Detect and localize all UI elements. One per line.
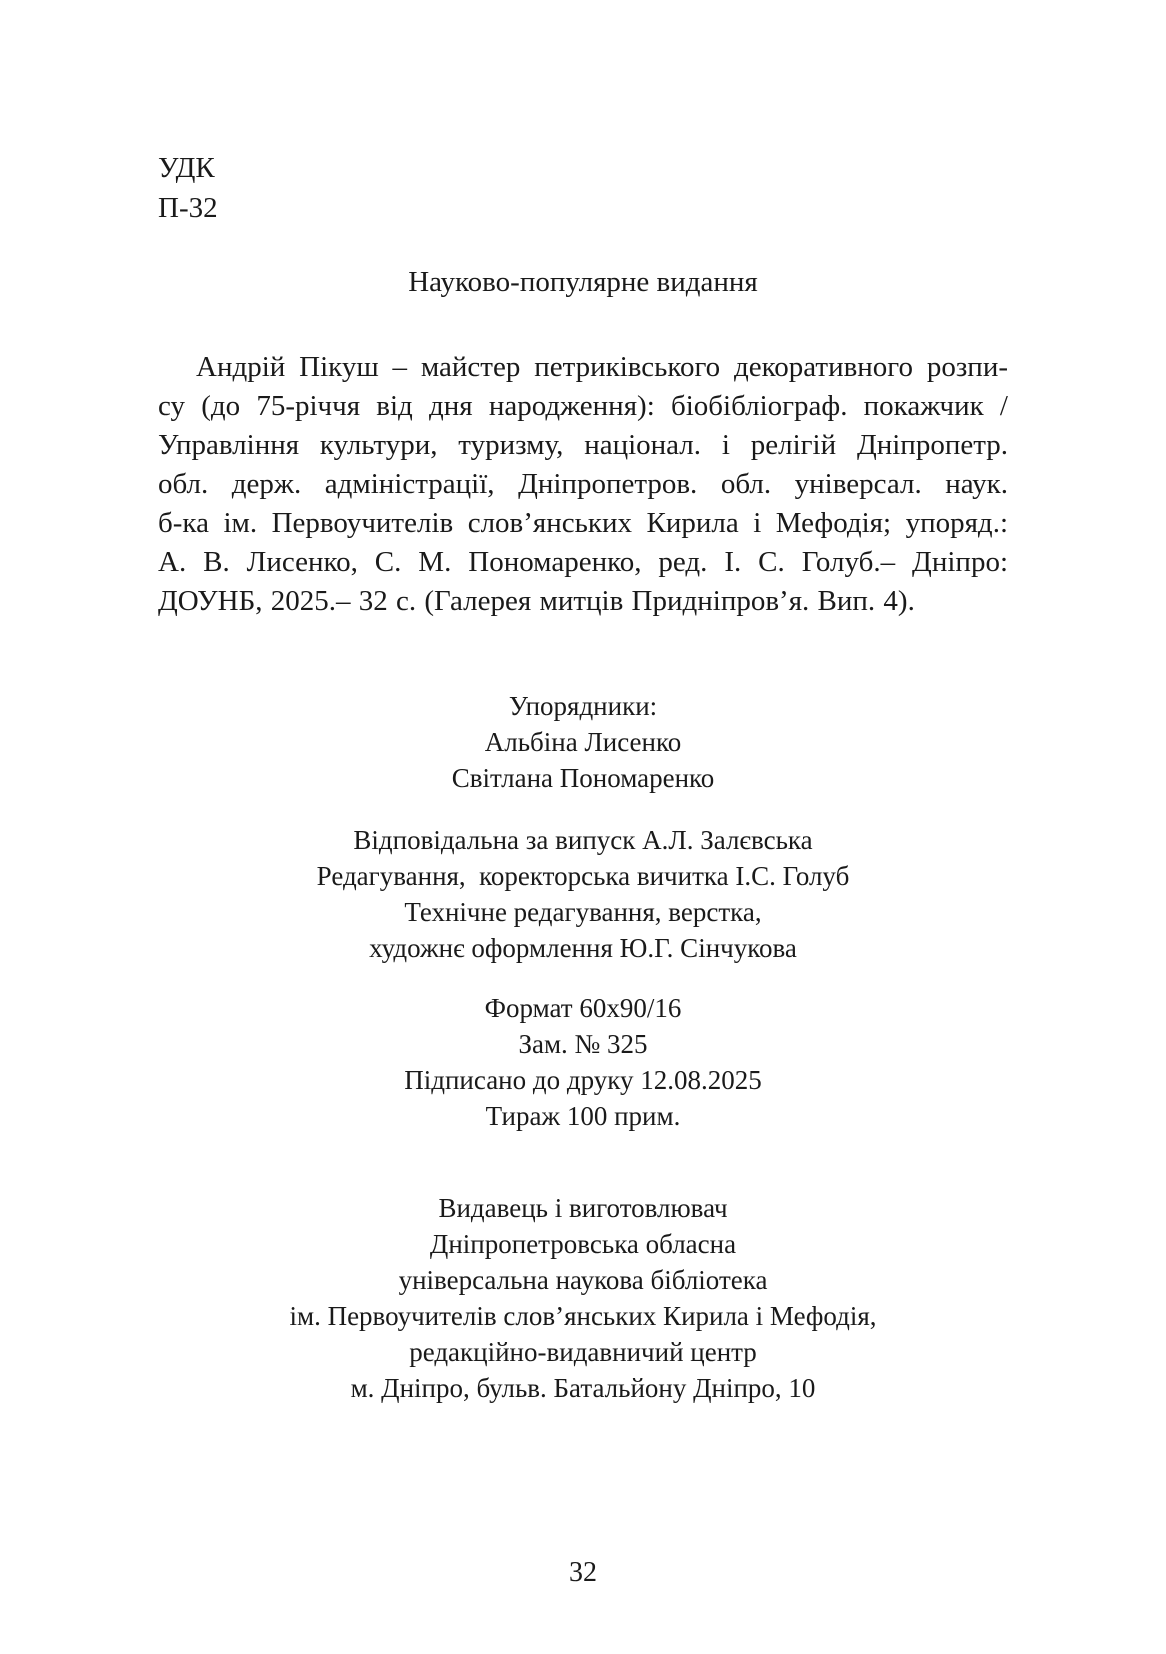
compiler-name: Світлана Пономаренко	[451, 763, 715, 793]
bib-line: Андрій Пікуш – майстер петриківського декоративного розпи-	[196, 351, 1008, 383]
publisher-line: Видавець і виготовлювач	[438, 1193, 728, 1223]
edition-type: Науково-популярне видання	[408, 266, 758, 298]
responsibles-block	[0, 822, 1166, 966]
responsible-line: Технічне редагування, верстка,	[404, 897, 762, 927]
responsible-line: Відповідальна за випуск А.Л. Залєвська	[353, 825, 813, 855]
responsible-line: художнє оформлення Ю.Г. Сінчукова	[369, 933, 797, 963]
bib-line: обл. держ. адміністрації, Дніпропетров. обл. універсал. наук.	[158, 468, 1008, 500]
compilers-block	[0, 688, 1166, 796]
publisher-line: редакційно-видавничий центр	[409, 1337, 757, 1367]
bib-line: б-ка ім. Первоучителів слов’янських Кирила і Мефодія; упоряд.:	[158, 507, 1008, 539]
bibliographic-record	[158, 348, 1008, 621]
publisher-address: м. Дніпро, бульв. Батальйону Дніпро, 10	[350, 1373, 816, 1403]
udk-code: УДК	[158, 152, 215, 184]
bib-line: Управління культури, туризму, націонал. і релігій Дніпропетр.	[158, 429, 1008, 461]
author-mark: П-32	[158, 192, 218, 224]
bib-line: А. В. Лисенко, С. М. Пономаренко, ред. І. С. Голуб.– Дніпро:	[158, 546, 1008, 578]
publisher-block	[0, 1190, 1166, 1406]
publisher-line: Дніпропетровська обласна	[429, 1229, 737, 1259]
publisher-line: ім. Первоучителів слов’янських Кирила і Мефодія,	[289, 1301, 877, 1331]
compilers-heading: Упорядники:	[508, 691, 658, 721]
signed-date: Підписано до друку 12.08.2025	[404, 1065, 762, 1095]
publisher-line: універсальна наукова бібліотека	[398, 1265, 768, 1295]
bib-line: ДОУНБ, 2025.– 32 с. (Галерея митців Придніпров’я. Вип. 4).	[158, 585, 915, 617]
print-details-block	[0, 990, 1166, 1134]
compiler-name: Альбіна Лисенко	[484, 727, 682, 757]
print-run: Тираж 100 прим.	[485, 1101, 681, 1131]
print-format: Формат 60х90/16	[484, 993, 682, 1023]
responsible-line: Редагування, коректорська вичитка І.С. Голуб	[316, 861, 850, 891]
bib-line: су (до 75-річчя від дня народження): біобібліограф. покажчик /	[158, 390, 1008, 422]
udk-block	[158, 148, 218, 228]
page-number: 32	[569, 1557, 597, 1588]
order-number: Зам. № 325	[518, 1029, 648, 1059]
